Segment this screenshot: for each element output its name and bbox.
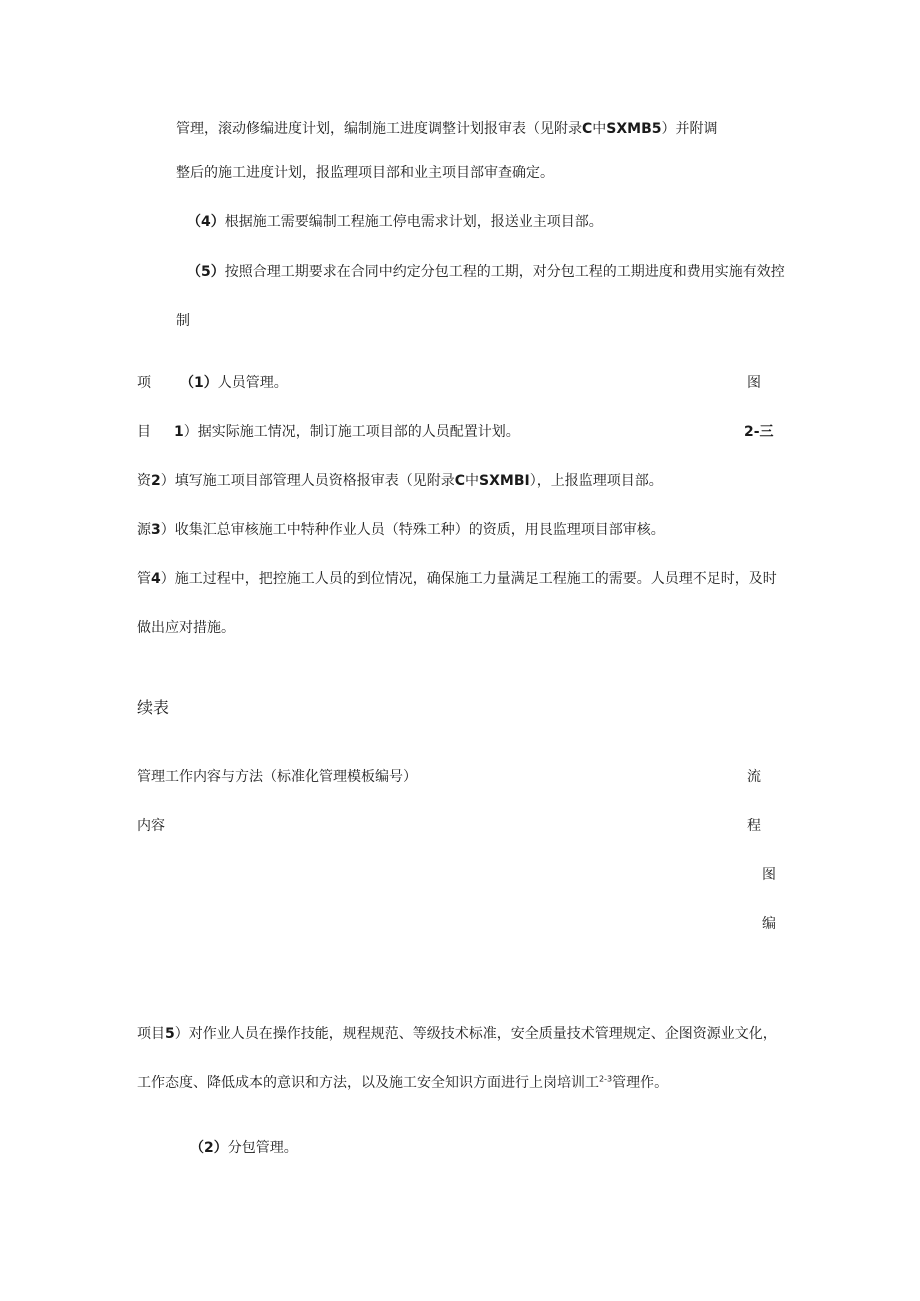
text: 中 <box>465 473 480 489</box>
text: C <box>582 121 593 137</box>
paragraph-line <box>176 119 718 139</box>
text: 中 <box>592 121 607 137</box>
row-label: 项 <box>137 375 151 391</box>
item-text: 分包管理。 <box>227 1140 298 1156</box>
text: C <box>454 473 466 489</box>
flow-label: 编 <box>762 916 776 932</box>
text: 管理作。 <box>612 1075 669 1091</box>
continued-label: 续表 <box>137 698 170 717</box>
row-label: 源 <box>137 522 151 538</box>
text: SXMB5 <box>606 121 662 137</box>
item-number: （5） <box>187 264 225 280</box>
item-number: 5 <box>165 1026 175 1042</box>
sub-item <box>137 520 665 540</box>
item-text: ）施工过程中，把控施工人员的到位情况，确保施工力量满足工程施工的需要。人员理不足时，及时 <box>160 571 777 587</box>
sub-item <box>180 373 288 393</box>
row-label: 资 <box>137 473 151 489</box>
table-header: 管理工作内容与方法（标准化管理模板编号） <box>137 769 417 785</box>
flow-label: 图 <box>747 375 761 391</box>
flow-label: 流 <box>747 769 761 785</box>
training-item <box>137 1024 777 1044</box>
sub-item <box>137 471 663 491</box>
item-number: 4 <box>151 571 161 587</box>
text: ），上报监理项目部。 <box>529 473 663 489</box>
superscript: 2-3 <box>599 1074 613 1084</box>
content-label: 内容 <box>137 818 165 834</box>
sub-item <box>174 422 520 442</box>
item-text: ）对作业人员在操作技能，规程规范、等级技术标准，安全质量技术管理规定、企图资源业文化， <box>174 1026 777 1042</box>
training-item-cont <box>137 1073 668 1093</box>
item-number: （2） <box>190 1140 228 1156</box>
item-text: 根据施工需要编制工程施工停电需求计划，报送业主项目部。 <box>224 214 603 230</box>
text: SXMBI <box>479 473 530 489</box>
flow-label: 2-三 <box>744 424 774 440</box>
list-item <box>187 212 603 232</box>
row-label: 项目 <box>137 1026 165 1042</box>
item-number: 3 <box>151 522 161 538</box>
list-item-cont: 制 <box>176 313 190 329</box>
item-number: 2 <box>151 473 161 489</box>
item-number: （1） <box>180 375 218 391</box>
text: 工作态度、降低成本的意识和方法，以及施工安全知识方面进行上岗培训工 <box>137 1075 599 1091</box>
item-text: 人员管理。 <box>217 375 288 391</box>
item-text: ）据实际施工情况，制订施工项目部的人员配置计划。 <box>183 424 520 440</box>
flow-label: 程 <box>747 818 761 834</box>
text: ）填写施工项目部管理人员资格报审表（见附录 <box>160 473 455 489</box>
sub-item-cont: 做出应对措施。 <box>137 620 235 636</box>
item-text: 按照合理工期要求在合同中约定分包工程的工期，对分包工程的工期进度和费用实施有效控 <box>224 264 785 280</box>
sub-item <box>190 1138 298 1158</box>
text: ）并附调 <box>661 121 718 137</box>
sub-item <box>137 569 777 589</box>
row-label: 目 <box>137 424 151 440</box>
item-text: ）收集汇总审核施工中特种作业人员（特殊工种）的资质，用艮监理项目部审核。 <box>160 522 665 538</box>
paragraph-line: 整后的施工进度计划，报监理项目部和业主项目部审查确定。 <box>176 165 554 181</box>
row-label: 管 <box>137 571 151 587</box>
list-item <box>187 262 785 282</box>
item-number: （4） <box>187 214 225 230</box>
text: 管理，滚动修编进度计划，编制施工进度调整计划报审表（见附录 <box>176 121 582 137</box>
flow-label: 图 <box>762 867 776 883</box>
item-number: 1 <box>174 424 184 440</box>
